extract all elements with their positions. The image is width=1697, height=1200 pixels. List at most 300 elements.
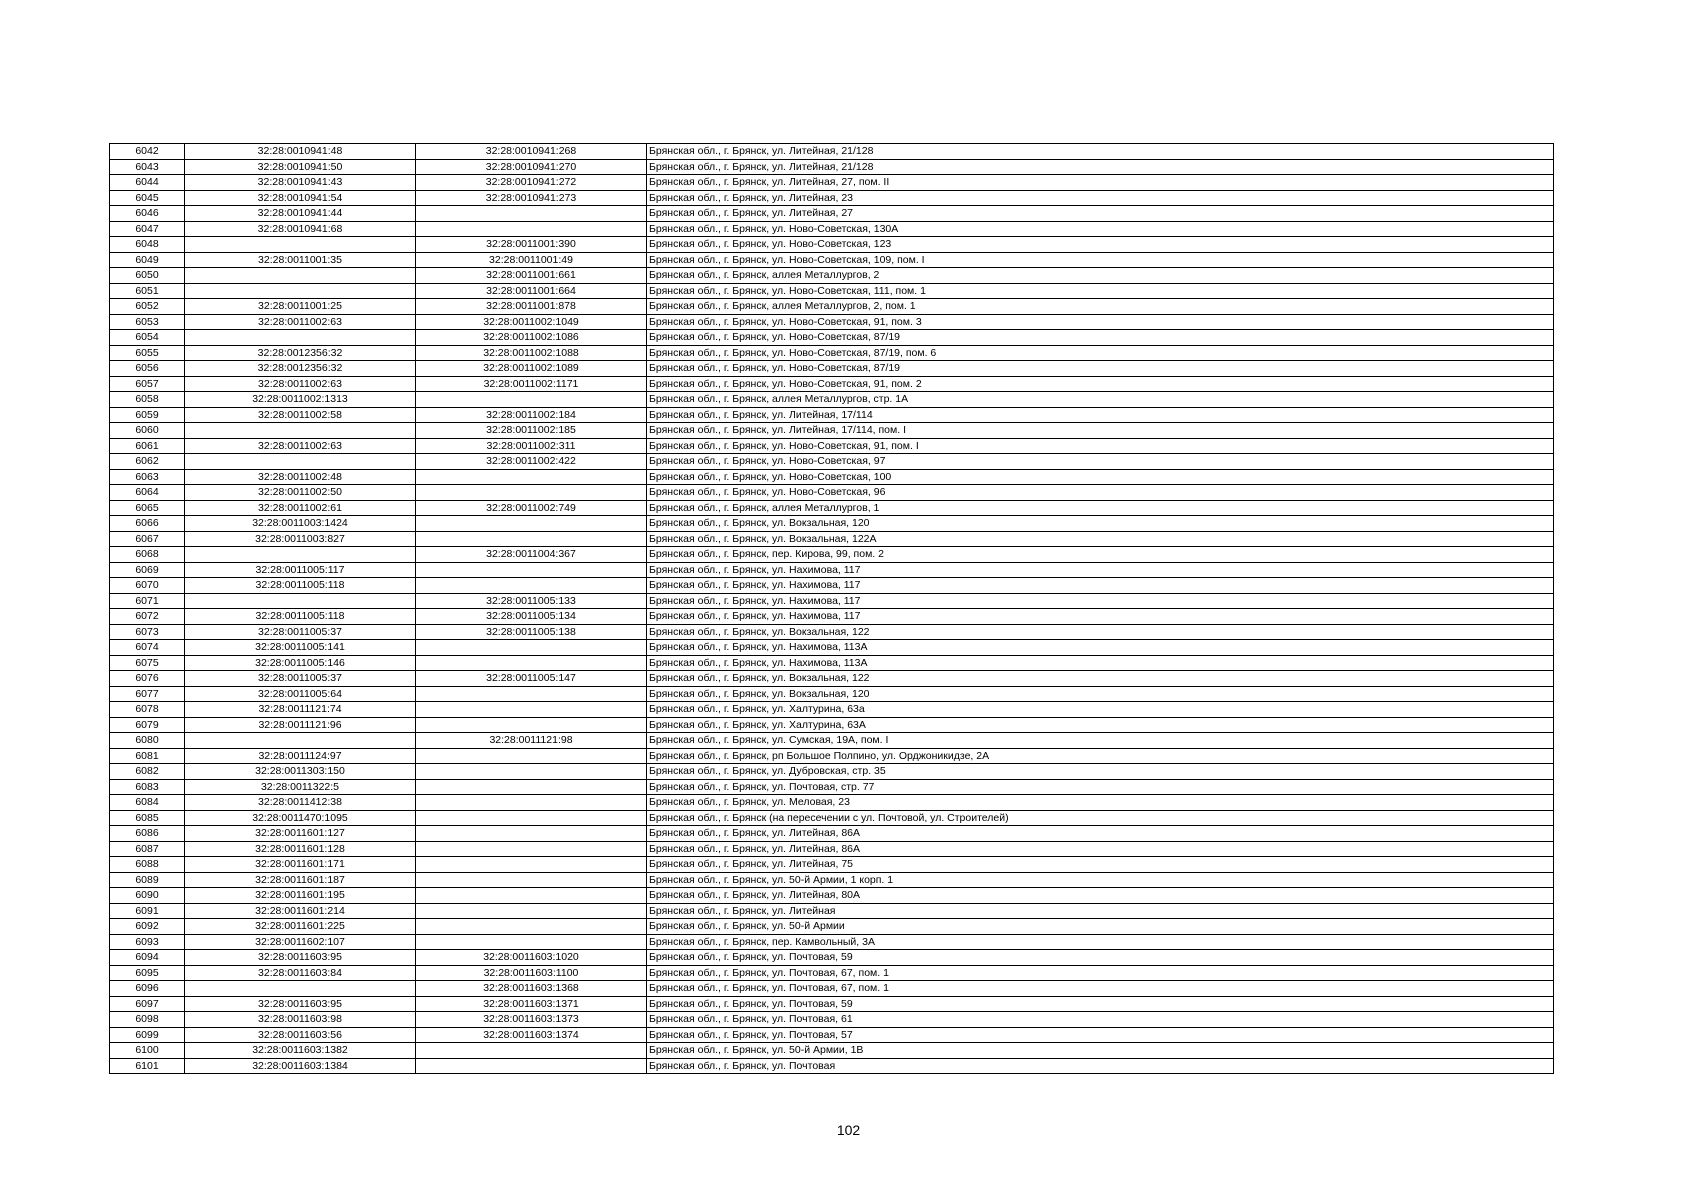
table-row xyxy=(110,221,1554,237)
address-cell: Брянская обл., г. Брянск, ул. Почтовая, 59 xyxy=(647,996,1554,1012)
object-cadastral-number-cell: 32:28:0011002:184 xyxy=(416,407,647,423)
object-cadastral-number-cell xyxy=(416,810,647,826)
table-row xyxy=(110,903,1554,919)
address-cell: Брянская обл., г. Брянск, ул. Литейная, 21/128 xyxy=(647,144,1554,160)
address-cell: Брянская обл., г. Брянск, ул. Почтовая, 61 xyxy=(647,1012,1554,1028)
land-cadastral-number-cell: 32:28:0010941:44 xyxy=(185,206,416,222)
table-row xyxy=(110,1027,1554,1043)
row-number-cell: 6099 xyxy=(110,1027,185,1043)
object-cadastral-number-cell xyxy=(416,531,647,547)
row-number-cell: 6098 xyxy=(110,1012,185,1028)
row-number-cell: 6067 xyxy=(110,531,185,547)
land-cadastral-number-cell: 32:28:0011005:118 xyxy=(185,578,416,594)
row-number-cell: 6064 xyxy=(110,485,185,501)
address-cell: Брянская обл., г. Брянск, ул. Халтурина, 63А xyxy=(647,717,1554,733)
row-number-cell: 6047 xyxy=(110,221,185,237)
land-cadastral-number-cell: 32:28:0011005:117 xyxy=(185,562,416,578)
object-cadastral-number-cell: 32:28:0011001:878 xyxy=(416,299,647,315)
land-cadastral-number-cell: 32:28:0010941:54 xyxy=(185,190,416,206)
table-row xyxy=(110,516,1554,532)
table-row xyxy=(110,361,1554,377)
address-cell: Брянская обл., г. Брянск, ул. Ново-Советская, 130А xyxy=(647,221,1554,237)
land-cadastral-number-cell: 32:28:0011002:58 xyxy=(185,407,416,423)
land-cadastral-number-cell: 32:28:0011002:61 xyxy=(185,500,416,516)
address-cell: Брянская обл., г. Брянск, ул. Нахимова, 113А xyxy=(647,640,1554,656)
row-number-cell: 6084 xyxy=(110,795,185,811)
land-cadastral-number-cell: 32:28:0011001:25 xyxy=(185,299,416,315)
row-number-cell: 6044 xyxy=(110,175,185,191)
land-cadastral-number-cell: 32:28:0011602:107 xyxy=(185,934,416,950)
table-row xyxy=(110,996,1554,1012)
address-cell: Брянская обл., г. Брянск, ул. Литейная, 86А xyxy=(647,826,1554,842)
address-cell: Брянская обл., г. Брянск, ул. Ново-Советская, 91, пом. 2 xyxy=(647,376,1554,392)
land-cadastral-number-cell: 32:28:0011005:146 xyxy=(185,655,416,671)
address-cell: Брянская обл., г. Брянск, ул. Ново-Советская, 100 xyxy=(647,469,1554,485)
table-row xyxy=(110,888,1554,904)
table-row xyxy=(110,345,1554,361)
object-cadastral-number-cell xyxy=(416,562,647,578)
land-cadastral-number-cell: 32:28:0011003:1424 xyxy=(185,516,416,532)
object-cadastral-number-cell: 32:28:0011002:1086 xyxy=(416,330,647,346)
row-number-cell: 6049 xyxy=(110,252,185,268)
object-cadastral-number-cell: 32:28:0011002:1049 xyxy=(416,314,647,330)
land-cadastral-number-cell: 32:28:0011005:37 xyxy=(185,671,416,687)
object-cadastral-number-cell: 32:28:0011005:133 xyxy=(416,593,647,609)
table-row xyxy=(110,438,1554,454)
row-number-cell: 6052 xyxy=(110,299,185,315)
table-row xyxy=(110,748,1554,764)
row-number-cell: 6080 xyxy=(110,733,185,749)
table-row xyxy=(110,547,1554,563)
object-cadastral-number-cell xyxy=(416,934,647,950)
row-number-cell: 6092 xyxy=(110,919,185,935)
object-cadastral-number-cell: 32:28:0011002:1171 xyxy=(416,376,647,392)
table-row xyxy=(110,624,1554,640)
table-row xyxy=(110,454,1554,470)
land-cadastral-number-cell: 32:28:0011005:64 xyxy=(185,686,416,702)
row-number-cell: 6054 xyxy=(110,330,185,346)
land-cadastral-number-cell: 32:28:0011005:118 xyxy=(185,609,416,625)
table-row xyxy=(110,283,1554,299)
address-cell: Брянская обл., г. Брянск, ул. Вокзальная, 122 xyxy=(647,624,1554,640)
row-number-cell: 6076 xyxy=(110,671,185,687)
address-cell: Брянская обл., г. Брянск, ул. Почтовая, 59 xyxy=(647,950,1554,966)
row-number-cell: 6057 xyxy=(110,376,185,392)
address-cell: Брянская обл., г. Брянск, ул. Ново-Советская, 97 xyxy=(647,454,1554,470)
address-cell: Брянская обл., г. Брянск, аллея Металлургов, 1 xyxy=(647,500,1554,516)
object-cadastral-number-cell xyxy=(416,857,647,873)
table-row xyxy=(110,764,1554,780)
table-row xyxy=(110,237,1554,253)
row-number-cell: 6087 xyxy=(110,841,185,857)
table-row xyxy=(110,779,1554,795)
table-row xyxy=(110,826,1554,842)
row-number-cell: 6050 xyxy=(110,268,185,284)
address-cell: Брянская обл., г. Брянск, ул. Литейная, 21/128 xyxy=(647,159,1554,175)
object-cadastral-number-cell xyxy=(416,516,647,532)
object-cadastral-number-cell xyxy=(416,1043,647,1059)
table-row xyxy=(110,206,1554,222)
land-cadastral-number-cell: 32:28:0011005:37 xyxy=(185,624,416,640)
object-cadastral-number-cell: 32:28:0011001:661 xyxy=(416,268,647,284)
table-row xyxy=(110,578,1554,594)
land-cadastral-number-cell: 32:28:0011603:1382 xyxy=(185,1043,416,1059)
object-cadastral-number-cell: 32:28:0010941:273 xyxy=(416,190,647,206)
address-cell: Брянская обл., г. Брянск, ул. Ново-Советская, 123 xyxy=(647,237,1554,253)
row-number-cell: 6045 xyxy=(110,190,185,206)
table-row xyxy=(110,531,1554,547)
address-cell: Брянская обл., г. Брянск, ул. Нахимова, 117 xyxy=(647,562,1554,578)
land-cadastral-number-cell: 32:28:0010941:50 xyxy=(185,159,416,175)
object-cadastral-number-cell xyxy=(416,1058,647,1074)
address-cell: Брянская обл., г. Брянск, рп Большое Полпино, ул. Орджоникидзе, 2А xyxy=(647,748,1554,764)
land-cadastral-number-cell: 32:28:0011601:225 xyxy=(185,919,416,935)
table-row xyxy=(110,330,1554,346)
land-cadastral-number-cell: 32:28:0011002:63 xyxy=(185,438,416,454)
land-cadastral-number-cell: 32:28:0011002:1313 xyxy=(185,392,416,408)
row-number-cell: 6079 xyxy=(110,717,185,733)
table-row xyxy=(110,733,1554,749)
land-cadastral-number-cell: 32:28:0011002:48 xyxy=(185,469,416,485)
object-cadastral-number-cell xyxy=(416,748,647,764)
land-cadastral-number-cell xyxy=(185,237,416,253)
row-number-cell: 6072 xyxy=(110,609,185,625)
object-cadastral-number-cell: 32:28:0011005:138 xyxy=(416,624,647,640)
address-cell: Брянская обл., г. Брянск, ул. Литейная xyxy=(647,903,1554,919)
address-cell: Брянская обл., г. Брянск, ул. Литейная, 23 xyxy=(647,190,1554,206)
land-cadastral-number-cell xyxy=(185,454,416,470)
row-number-cell: 6058 xyxy=(110,392,185,408)
object-cadastral-number-cell xyxy=(416,221,647,237)
row-number-cell: 6048 xyxy=(110,237,185,253)
object-cadastral-number-cell xyxy=(416,764,647,780)
address-cell: Брянская обл., г. Брянск, ул. Нахимова, 117 xyxy=(647,593,1554,609)
address-cell: Брянская обл., г. Брянск, аллея Металлургов, 2, пом. 1 xyxy=(647,299,1554,315)
object-cadastral-number-cell: 32:28:0011121:98 xyxy=(416,733,647,749)
object-cadastral-number-cell: 32:28:0011001:49 xyxy=(416,252,647,268)
land-cadastral-number-cell: 32:28:0011303:150 xyxy=(185,764,416,780)
table-row xyxy=(110,469,1554,485)
address-cell: Брянская обл., г. Брянск, ул. Вокзальная, 120 xyxy=(647,516,1554,532)
table-row xyxy=(110,981,1554,997)
address-cell: Брянская обл., г. Брянск, ул. Литейная, 17/114, пом. I xyxy=(647,423,1554,439)
table-row xyxy=(110,144,1554,160)
address-cell: Брянская обл., г. Брянск, ул. Вокзальная, 120 xyxy=(647,686,1554,702)
row-number-cell: 6055 xyxy=(110,345,185,361)
land-cadastral-number-cell: 32:28:0011005:141 xyxy=(185,640,416,656)
table-row xyxy=(110,965,1554,981)
address-cell: Брянская обл., г. Брянск, ул. Литейная, 27, пом. II xyxy=(647,175,1554,191)
object-cadastral-number-cell xyxy=(416,872,647,888)
address-cell: Брянская обл., г. Брянск, ул. Ново-Советская, 91, пом. I xyxy=(647,438,1554,454)
object-cadastral-number-cell: 32:28:0011002:749 xyxy=(416,500,647,516)
row-number-cell: 6091 xyxy=(110,903,185,919)
object-cadastral-number-cell: 32:28:0011002:311 xyxy=(416,438,647,454)
row-number-cell: 6090 xyxy=(110,888,185,904)
table-row xyxy=(110,841,1554,857)
address-cell: Брянская обл., г. Брянск, ул. Нахимова, 113А xyxy=(647,655,1554,671)
address-cell: Брянская обл., г. Брянск, пер. Кирова, 99, пом. 2 xyxy=(647,547,1554,563)
object-cadastral-number-cell xyxy=(416,888,647,904)
address-cell: Брянская обл., г. Брянск, ул. 50-й Армии xyxy=(647,919,1554,935)
table-row xyxy=(110,1058,1554,1074)
row-number-cell: 6060 xyxy=(110,423,185,439)
address-cell: Брянская обл., г. Брянск, ул. Нахимова, 117 xyxy=(647,578,1554,594)
table-row xyxy=(110,640,1554,656)
table-row xyxy=(110,314,1554,330)
land-cadastral-number-cell: 32:28:0011121:74 xyxy=(185,702,416,718)
land-cadastral-number-cell: 32:28:0011124:97 xyxy=(185,748,416,764)
address-cell: Брянская обл., г. Брянск, ул. Дубровская, стр. 35 xyxy=(647,764,1554,780)
table-row xyxy=(110,500,1554,516)
table-row xyxy=(110,717,1554,733)
address-cell: Брянская обл., г. Брянск, ул. Литейная, 86А xyxy=(647,841,1554,857)
object-cadastral-number-cell: 32:28:0011603:1020 xyxy=(416,950,647,966)
row-number-cell: 6101 xyxy=(110,1058,185,1074)
address-cell: Брянская обл., г. Брянск, ул. 50-й Армии, 1 корп. 1 xyxy=(647,872,1554,888)
object-cadastral-number-cell xyxy=(416,469,647,485)
address-cell: Брянская обл., г. Брянск, ул. Почтовая, 57 xyxy=(647,1027,1554,1043)
object-cadastral-number-cell xyxy=(416,640,647,656)
address-cell: Брянская обл., г. Брянск, ул. 50-й Армии, 1В xyxy=(647,1043,1554,1059)
object-cadastral-number-cell xyxy=(416,795,647,811)
row-number-cell: 6095 xyxy=(110,965,185,981)
table-row xyxy=(110,810,1554,826)
land-cadastral-number-cell: 32:28:0010941:48 xyxy=(185,144,416,160)
land-cadastral-number-cell: 32:28:0012356:32 xyxy=(185,361,416,377)
land-cadastral-number-cell: 32:28:0011601:127 xyxy=(185,826,416,842)
object-cadastral-number-cell xyxy=(416,779,647,795)
object-cadastral-number-cell xyxy=(416,826,647,842)
object-cadastral-number-cell: 32:28:0011603:1373 xyxy=(416,1012,647,1028)
land-cadastral-number-cell: 32:28:0011002:63 xyxy=(185,376,416,392)
address-cell: Брянская обл., г. Брянск, ул. Ново-Советская, 87/19 xyxy=(647,330,1554,346)
row-number-cell: 6097 xyxy=(110,996,185,1012)
address-cell: Брянская обл., г. Брянск, ул. Ново-Советская, 91, пом. 3 xyxy=(647,314,1554,330)
table-row xyxy=(110,159,1554,175)
address-cell: Брянская обл., г. Брянск, ул. Литейная, 75 xyxy=(647,857,1554,873)
land-cadastral-number-cell: 32:28:0011603:56 xyxy=(185,1027,416,1043)
object-cadastral-number-cell xyxy=(416,578,647,594)
row-number-cell: 6082 xyxy=(110,764,185,780)
land-cadastral-number-cell xyxy=(185,593,416,609)
land-cadastral-number-cell: 32:28:0011002:63 xyxy=(185,314,416,330)
address-cell: Брянская обл., г. Брянск, аллея Металлургов, 2 xyxy=(647,268,1554,284)
row-number-cell: 6100 xyxy=(110,1043,185,1059)
land-cadastral-number-cell xyxy=(185,268,416,284)
land-cadastral-number-cell: 32:28:0011412:38 xyxy=(185,795,416,811)
object-cadastral-number-cell: 32:28:0011002:185 xyxy=(416,423,647,439)
address-cell: Брянская обл., г. Брянск, ул. Вокзальная, 122 xyxy=(647,671,1554,687)
object-cadastral-number-cell xyxy=(416,702,647,718)
land-cadastral-number-cell: 32:28:0011601:171 xyxy=(185,857,416,873)
table-row xyxy=(110,1012,1554,1028)
table-row xyxy=(110,686,1554,702)
address-cell: Брянская обл., г. Брянск, ул. Литейная, 17/114 xyxy=(647,407,1554,423)
object-cadastral-number-cell: 32:28:0011002:1088 xyxy=(416,345,647,361)
land-cadastral-number-cell: 32:28:0011601:187 xyxy=(185,872,416,888)
address-cell: Брянская обл., г. Брянск, ул. Литейная, 80А xyxy=(647,888,1554,904)
land-cadastral-number-cell: 32:28:0011601:195 xyxy=(185,888,416,904)
address-cell: Брянская обл., г. Брянск, ул. Ново-Советская, 109, пом. I xyxy=(647,252,1554,268)
table-row xyxy=(110,175,1554,191)
table-row xyxy=(110,485,1554,501)
table-row xyxy=(110,702,1554,718)
registry-table-body xyxy=(110,144,1554,1074)
row-number-cell: 6066 xyxy=(110,516,185,532)
land-cadastral-number-cell: 32:28:0011002:50 xyxy=(185,485,416,501)
object-cadastral-number-cell xyxy=(416,392,647,408)
table-row xyxy=(110,1043,1554,1059)
address-cell: Брянская обл., г. Брянск, ул. Ново-Советская, 87/19, пом. 6 xyxy=(647,345,1554,361)
row-number-cell: 6068 xyxy=(110,547,185,563)
address-cell: Брянская обл., г. Брянск, аллея Металлургов, стр. 1А xyxy=(647,392,1554,408)
row-number-cell: 6053 xyxy=(110,314,185,330)
address-cell: Брянская обл., г. Брянск (на пересечении с ул. Почтовой, ул. Строителей) xyxy=(647,810,1554,826)
row-number-cell: 6059 xyxy=(110,407,185,423)
page-number: 102 xyxy=(836,1122,861,1138)
address-cell: Брянская обл., г. Брянск, пер. Камвольный, 3А xyxy=(647,934,1554,950)
object-cadastral-number-cell: 32:28:0010941:272 xyxy=(416,175,647,191)
land-cadastral-number-cell: 32:28:0011001:35 xyxy=(185,252,416,268)
row-number-cell: 6056 xyxy=(110,361,185,377)
row-number-cell: 6070 xyxy=(110,578,185,594)
object-cadastral-number-cell xyxy=(416,903,647,919)
table-row xyxy=(110,268,1554,284)
land-cadastral-number-cell xyxy=(185,283,416,299)
address-cell: Брянская обл., г. Брянск, ул. Почтовая, 67, пом. 1 xyxy=(647,965,1554,981)
table-row xyxy=(110,671,1554,687)
object-cadastral-number-cell: 32:28:0011603:1368 xyxy=(416,981,647,997)
address-cell: Брянская обл., г. Брянск, ул. Нахимова, 117 xyxy=(647,609,1554,625)
address-cell: Брянская обл., г. Брянск, ул. Почтовая, 67, пом. 1 xyxy=(647,981,1554,997)
row-number-cell: 6071 xyxy=(110,593,185,609)
land-cadastral-number-cell: 32:28:0011603:98 xyxy=(185,1012,416,1028)
object-cadastral-number-cell xyxy=(416,841,647,857)
table-row xyxy=(110,376,1554,392)
land-cadastral-number-cell: 32:28:0011003:827 xyxy=(185,531,416,547)
address-cell: Брянская обл., г. Брянск, ул. Вокзальная, 122А xyxy=(647,531,1554,547)
table-row xyxy=(110,934,1554,950)
row-number-cell: 6086 xyxy=(110,826,185,842)
address-cell: Брянская обл., г. Брянск, ул. Сумская, 19А, пом. I xyxy=(647,733,1554,749)
land-cadastral-number-cell xyxy=(185,981,416,997)
table-row xyxy=(110,857,1554,873)
object-cadastral-number-cell: 32:28:0011005:134 xyxy=(416,609,647,625)
table-row xyxy=(110,609,1554,625)
row-number-cell: 6096 xyxy=(110,981,185,997)
row-number-cell: 6051 xyxy=(110,283,185,299)
object-cadastral-number-cell: 32:28:0011603:1100 xyxy=(416,965,647,981)
address-cell: Брянская обл., г. Брянск, ул. Халтурина, 63а xyxy=(647,702,1554,718)
table-row xyxy=(110,950,1554,966)
table-row xyxy=(110,795,1554,811)
row-number-cell: 6042 xyxy=(110,144,185,160)
row-number-cell: 6078 xyxy=(110,702,185,718)
row-number-cell: 6077 xyxy=(110,686,185,702)
land-cadastral-number-cell: 32:28:0011603:95 xyxy=(185,950,416,966)
row-number-cell: 6046 xyxy=(110,206,185,222)
table-row xyxy=(110,423,1554,439)
address-cell: Брянская обл., г. Брянск, ул. Ново-Советская, 87/19 xyxy=(647,361,1554,377)
table-row xyxy=(110,872,1554,888)
land-cadastral-number-cell xyxy=(185,330,416,346)
object-cadastral-number-cell xyxy=(416,655,647,671)
object-cadastral-number-cell xyxy=(416,206,647,222)
object-cadastral-number-cell: 32:28:0010941:270 xyxy=(416,159,647,175)
row-number-cell: 6093 xyxy=(110,934,185,950)
object-cadastral-number-cell xyxy=(416,717,647,733)
land-cadastral-number-cell: 32:28:0011470:1095 xyxy=(185,810,416,826)
table-row xyxy=(110,593,1554,609)
object-cadastral-number-cell: 32:28:0010941:268 xyxy=(416,144,647,160)
land-cadastral-number-cell: 32:28:0011603:84 xyxy=(185,965,416,981)
object-cadastral-number-cell: 32:28:0011002:422 xyxy=(416,454,647,470)
land-cadastral-number-cell xyxy=(185,733,416,749)
object-cadastral-number-cell: 32:28:0011603:1374 xyxy=(416,1027,647,1043)
row-number-cell: 6065 xyxy=(110,500,185,516)
row-number-cell: 6062 xyxy=(110,454,185,470)
row-number-cell: 6085 xyxy=(110,810,185,826)
table-row xyxy=(110,562,1554,578)
land-cadastral-number-cell: 32:28:0010941:43 xyxy=(185,175,416,191)
object-cadastral-number-cell: 32:28:0011001:390 xyxy=(416,237,647,253)
table-row xyxy=(110,407,1554,423)
address-cell: Брянская обл., г. Брянск, ул. Литейная, 27 xyxy=(647,206,1554,222)
table-row xyxy=(110,190,1554,206)
land-cadastral-number-cell: 32:28:0011603:1384 xyxy=(185,1058,416,1074)
row-number-cell: 6069 xyxy=(110,562,185,578)
land-cadastral-number-cell xyxy=(185,547,416,563)
table-row xyxy=(110,299,1554,315)
address-cell: Брянская обл., г. Брянск, ул. Почтовая xyxy=(647,1058,1554,1074)
land-cadastral-number-cell: 32:28:0012356:32 xyxy=(185,345,416,361)
object-cadastral-number-cell: 32:28:0011001:664 xyxy=(416,283,647,299)
land-cadastral-number-cell: 32:28:0011603:95 xyxy=(185,996,416,1012)
object-cadastral-number-cell xyxy=(416,686,647,702)
object-cadastral-number-cell xyxy=(416,919,647,935)
table-row xyxy=(110,392,1554,408)
address-cell: Брянская обл., г. Брянск, ул. Почтовая, стр. 77 xyxy=(647,779,1554,795)
address-cell: Брянская обл., г. Брянск, ул. Меловая, 23 xyxy=(647,795,1554,811)
object-cadastral-number-cell: 32:28:0011002:1089 xyxy=(416,361,647,377)
row-number-cell: 6075 xyxy=(110,655,185,671)
address-cell: Брянская обл., г. Брянск, ул. Ново-Советская, 111, пом. 1 xyxy=(647,283,1554,299)
row-number-cell: 6063 xyxy=(110,469,185,485)
row-number-cell: 6083 xyxy=(110,779,185,795)
land-cadastral-number-cell: 32:28:0010941:68 xyxy=(185,221,416,237)
row-number-cell: 6081 xyxy=(110,748,185,764)
row-number-cell: 6043 xyxy=(110,159,185,175)
object-cadastral-number-cell: 32:28:0011603:1371 xyxy=(416,996,647,1012)
land-cadastral-number-cell: 32:28:0011121:96 xyxy=(185,717,416,733)
object-cadastral-number-cell: 32:28:0011004:367 xyxy=(416,547,647,563)
land-cadastral-number-cell: 32:28:0011601:214 xyxy=(185,903,416,919)
row-number-cell: 6094 xyxy=(110,950,185,966)
row-number-cell: 6089 xyxy=(110,872,185,888)
table-row xyxy=(110,919,1554,935)
table-row xyxy=(110,252,1554,268)
row-number-cell: 6073 xyxy=(110,624,185,640)
land-cadastral-number-cell: 32:28:0011601:128 xyxy=(185,841,416,857)
land-cadastral-number-cell: 32:28:0011322:5 xyxy=(185,779,416,795)
registry-table xyxy=(109,143,1554,1074)
row-number-cell: 6074 xyxy=(110,640,185,656)
land-cadastral-number-cell xyxy=(185,423,416,439)
object-cadastral-number-cell: 32:28:0011005:147 xyxy=(416,671,647,687)
row-number-cell: 6088 xyxy=(110,857,185,873)
object-cadastral-number-cell xyxy=(416,485,647,501)
